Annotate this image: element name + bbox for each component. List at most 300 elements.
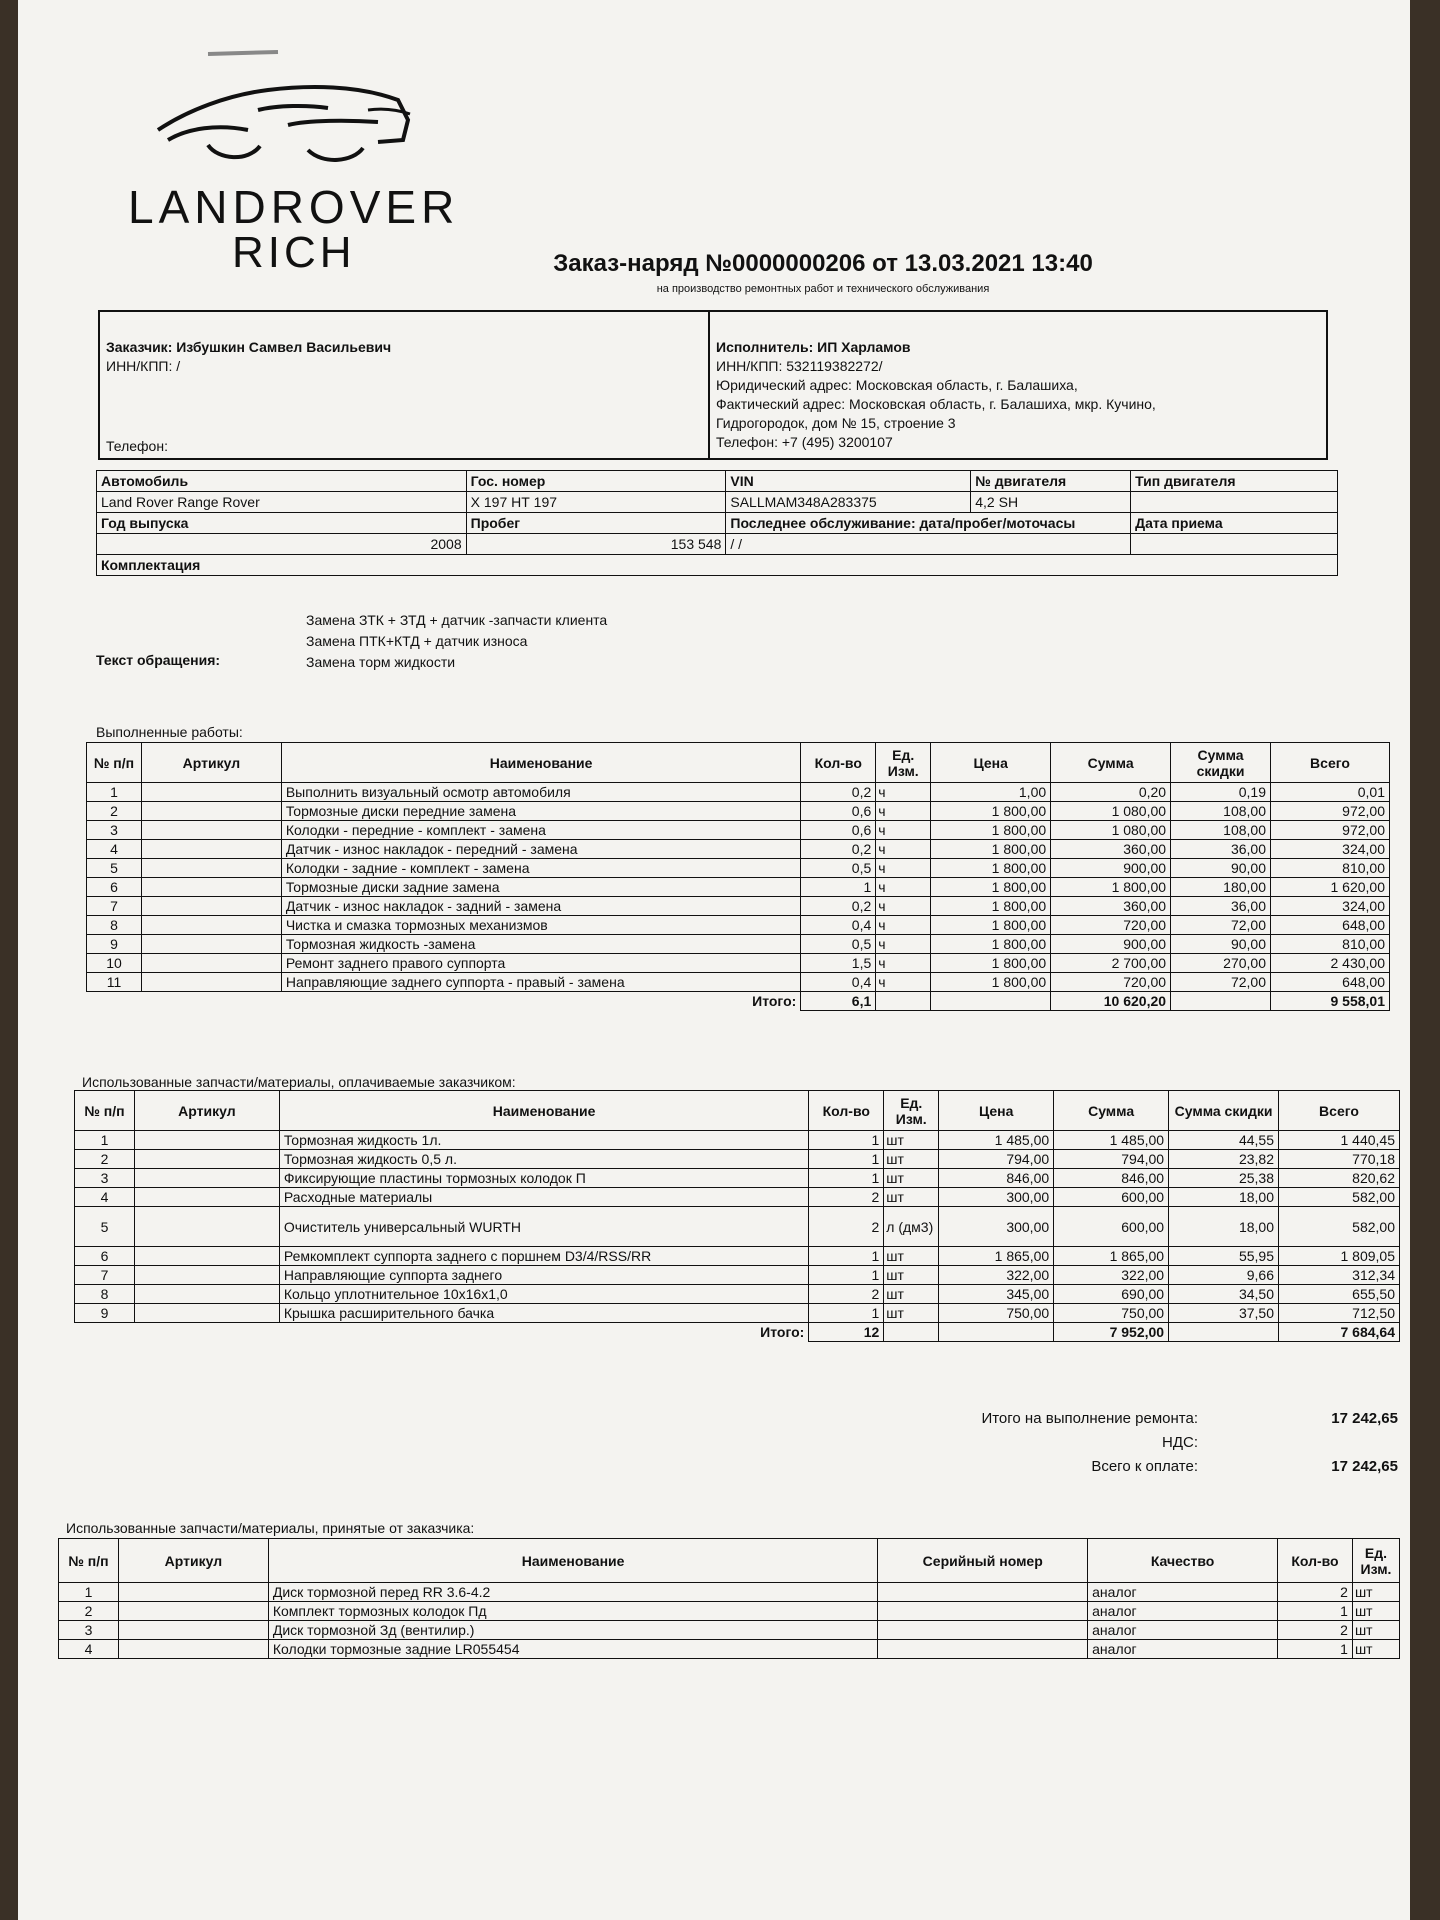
parts-row-article [134, 1207, 279, 1247]
vehicle-header-mileage: Пробег [466, 513, 726, 534]
parts-row-sum: 1 485,00 [1054, 1131, 1169, 1150]
works-row-sum: 900,00 [1051, 859, 1171, 878]
parts-row-qty: 1 [809, 1247, 884, 1266]
parts-row-no: 2 [75, 1150, 135, 1169]
works-col-unit: Ед. Изм. [876, 743, 931, 783]
client-parts-row [59, 1640, 1400, 1659]
works-row-total: 2 430,00 [1271, 954, 1390, 973]
vehicle-table [96, 470, 1338, 576]
vehicle-vin: SALLMAM348A283375 [726, 492, 971, 513]
parts-row-discount: 18,00 [1169, 1207, 1279, 1247]
works-row-article [141, 783, 281, 802]
vehicle-last-service: / / [726, 534, 1131, 555]
vehicle-engine-type [1131, 492, 1338, 513]
works-row-price: 1,00 [931, 783, 1051, 802]
works-row-name: Датчик - износ накладок - задний - замена [281, 897, 800, 916]
contractor-inn: ИНН/КПП: 532119382272/ [716, 358, 883, 374]
parts-col-discount: Сумма скидки [1169, 1091, 1279, 1131]
works-row-total: 972,00 [1271, 821, 1390, 840]
works-row-discount: 90,00 [1171, 935, 1271, 954]
client-row-quality: аналог [1088, 1583, 1278, 1602]
client-row-qty: 2 [1278, 1621, 1353, 1640]
works-total-blank [876, 992, 931, 1011]
client-parts-section-title: Использованные запчасти/материалы, принятые от заказчика: [66, 1520, 475, 1536]
works-row-unit: ч [876, 840, 931, 859]
works-col-name: Наименование [281, 743, 800, 783]
works-row-unit: ч [876, 878, 931, 897]
works-row-name: Направляющие заднего суппорта - правый - замена [281, 973, 800, 992]
parts-row-article [134, 1131, 279, 1150]
works-row [87, 916, 1390, 935]
parts-row-qty: 2 [809, 1285, 884, 1304]
parts-row-unit: шт [884, 1131, 939, 1150]
parts-row-unit: шт [884, 1169, 939, 1188]
parts-row-sum: 322,00 [1054, 1266, 1169, 1285]
works-row-qty: 1,5 [801, 954, 876, 973]
parts-col-qty: Кол-во [809, 1091, 884, 1131]
contractor-actual-address-2: Гидрогородок, дом № 15, строение 3 [716, 415, 956, 431]
works-row-article [141, 859, 281, 878]
works-row-name: Колодки - задние - комплект - замена [281, 859, 800, 878]
works-row-no: 7 [87, 897, 142, 916]
vehicle-accept-date [1131, 534, 1338, 555]
works-col-discount: Сумма скидки [1171, 743, 1271, 783]
works-row-name: Ремонт заднего правого суппорта [281, 954, 800, 973]
client-row-article [118, 1640, 268, 1659]
works-row-total: 810,00 [1271, 935, 1390, 954]
vehicle-header-engine-type: Тип двигателя [1131, 471, 1338, 492]
client-parts-table [58, 1538, 1400, 1659]
parts-row-no: 4 [75, 1188, 135, 1207]
client-row-serial [878, 1640, 1088, 1659]
works-row-unit: ч [876, 897, 931, 916]
client-row-no: 4 [59, 1640, 119, 1659]
works-row-price: 1 800,00 [931, 859, 1051, 878]
parts-row [75, 1304, 1400, 1323]
client-parts-row [59, 1602, 1400, 1621]
works-row-no: 10 [87, 954, 142, 973]
request-label: Текст обращения: [96, 652, 221, 668]
works-section-title: Выполненные работы: [96, 724, 243, 740]
parts-row-name: Фиксирующие пластины тормозных колодок П [279, 1169, 808, 1188]
works-row-sum: 900,00 [1051, 935, 1171, 954]
contractor-legal-address: Юридический адрес: Московская область, г. Балашиха, [716, 377, 1078, 393]
client-col-quality: Качество [1088, 1539, 1278, 1583]
parts-row-discount: 25,38 [1169, 1169, 1279, 1188]
parts-row-discount: 55,95 [1169, 1247, 1279, 1266]
works-row-discount: 108,00 [1171, 821, 1271, 840]
parts-row-unit: шт [884, 1150, 939, 1169]
works-total-total: 9 558,01 [1271, 992, 1390, 1011]
parts-row-qty: 1 [809, 1150, 884, 1169]
client-row-unit: шт [1352, 1602, 1399, 1621]
parts-row-total: 1 440,45 [1279, 1131, 1400, 1150]
parts-row-qty: 1 [809, 1169, 884, 1188]
client-col-unit: Ед. Изм. [1352, 1539, 1399, 1583]
document-title: Заказ-наряд №0000000206 от 13.03.2021 13:40 [553, 250, 1093, 277]
parts-row-name: Кольцо уплотнительное 10x16x1,0 [279, 1285, 808, 1304]
parts-row-qty: 1 [809, 1304, 884, 1323]
contractor-phone: Телефон: +7 (495) 3200107 [716, 434, 893, 450]
parts-row-name: Тормозная жидкость 1л. [279, 1131, 808, 1150]
parts-row-price: 322,00 [939, 1266, 1054, 1285]
works-row-sum: 2 700,00 [1051, 954, 1171, 973]
works-row-qty: 0,6 [801, 802, 876, 821]
works-row-discount: 0,19 [1171, 783, 1271, 802]
parts-row-sum: 690,00 [1054, 1285, 1169, 1304]
parts-total-blank [1169, 1323, 1279, 1342]
works-row-no: 4 [87, 840, 142, 859]
works-row-no: 6 [87, 878, 142, 897]
parts-col-sum: Сумма [1054, 1091, 1169, 1131]
works-row-total: 0,01 [1271, 783, 1390, 802]
parts-row-sum: 750,00 [1054, 1304, 1169, 1323]
parts-row [75, 1150, 1400, 1169]
works-row-article [141, 802, 281, 821]
parts-col-unit: Ед. Изм. [884, 1091, 939, 1131]
works-col-price: Цена [931, 743, 1051, 783]
works-row-unit: ч [876, 954, 931, 973]
parts-row-price: 345,00 [939, 1285, 1054, 1304]
works-row-qty: 0,4 [801, 973, 876, 992]
document-page [18, 0, 1410, 1920]
document-subtitle: на производство ремонтных работ и технического обслуживания [656, 283, 990, 295]
parts-col-no: № п/п [75, 1091, 135, 1131]
parts-row-qty: 1 [809, 1131, 884, 1150]
client-parts-row [59, 1583, 1400, 1602]
parts-row-discount: 37,50 [1169, 1304, 1279, 1323]
customer-name: Заказчик: Избушкин Самвел Васильевич [106, 339, 392, 355]
vehicle-header-accept-date: Дата приема [1131, 513, 1338, 534]
client-row-no: 1 [59, 1583, 119, 1602]
request-line: Замена ПТК+КТД + датчик износа [306, 633, 528, 649]
works-row-name: Тормозные диски задние замена [281, 878, 800, 897]
works-row [87, 859, 1390, 878]
client-row-no: 2 [59, 1602, 119, 1621]
client-row-unit: шт [1352, 1621, 1399, 1640]
client-row-serial [878, 1583, 1088, 1602]
parts-row-price: 794,00 [939, 1150, 1054, 1169]
parts-row-sum: 600,00 [1054, 1188, 1169, 1207]
works-row-discount: 180,00 [1171, 878, 1271, 897]
parts-row-unit: шт [884, 1188, 939, 1207]
works-row [87, 821, 1390, 840]
works-row [87, 897, 1390, 916]
request-line: Замена торм жидкости [306, 654, 456, 670]
customer-phone: Телефон: [106, 438, 168, 454]
pay-total-label: Всего к оплате: [1091, 1458, 1198, 1475]
parts-row-price: 846,00 [939, 1169, 1054, 1188]
client-row-article [118, 1583, 268, 1602]
parts-col-name: Наименование [279, 1091, 808, 1131]
parts-row [75, 1285, 1400, 1304]
parts-row-discount: 18,00 [1169, 1188, 1279, 1207]
works-row-qty: 0,5 [801, 859, 876, 878]
works-row-no: 8 [87, 916, 142, 935]
request-line: Замена ЗТК + ЗТД + датчик -запчасти клиента [306, 612, 608, 628]
client-row-no: 3 [59, 1621, 119, 1640]
works-row-total: 648,00 [1271, 973, 1390, 992]
works-row-qty: 1 [801, 878, 876, 897]
works-row-discount: 72,00 [1171, 916, 1271, 935]
vehicle-header-year: Год выпуска [97, 513, 467, 534]
client-row-qty: 2 [1278, 1583, 1353, 1602]
client-row-unit: шт [1352, 1640, 1399, 1659]
parts-total-qty: 12 [809, 1323, 884, 1342]
works-row [87, 954, 1390, 973]
works-row-discount: 108,00 [1171, 802, 1271, 821]
vehicle-header-vin: VIN [726, 471, 971, 492]
parts-row-article [134, 1150, 279, 1169]
company-logo [128, 40, 518, 280]
parts-row-price: 1 865,00 [939, 1247, 1054, 1266]
works-row-unit: ч [876, 859, 931, 878]
works-col-article: Артикул [141, 743, 281, 783]
parts-row-no: 8 [75, 1285, 135, 1304]
works-row-discount: 36,00 [1171, 840, 1271, 859]
contractor-actual-address: Фактический адрес: Московская область, г. Балашиха, мкр. Кучино, [716, 396, 1156, 412]
parts-row-sum: 846,00 [1054, 1169, 1169, 1188]
vehicle-header-engine-no: № двигателя [971, 471, 1131, 492]
vehicle-header-last-service: Последнее обслуживание: дата/пробег/моточасы [726, 513, 1131, 534]
parts-row-price: 300,00 [939, 1188, 1054, 1207]
works-row [87, 783, 1390, 802]
works-total-blank [931, 992, 1051, 1011]
parts-section-title: Использованные запчасти/материалы, оплачиваемые заказчиком: [82, 1074, 516, 1090]
parts-row [75, 1207, 1400, 1247]
parts-row-total: 712,50 [1279, 1304, 1400, 1323]
works-row-price: 1 800,00 [931, 802, 1051, 821]
works-row-no: 9 [87, 935, 142, 954]
works-row-unit: ч [876, 783, 931, 802]
client-row-serial [878, 1621, 1088, 1640]
parts-row-article [134, 1169, 279, 1188]
parts-row [75, 1131, 1400, 1150]
works-row-price: 1 800,00 [931, 840, 1051, 859]
parts-row-total: 770,18 [1279, 1150, 1400, 1169]
works-row-sum: 1 080,00 [1051, 821, 1171, 840]
parts-row-article [134, 1247, 279, 1266]
repair-total-value: 17 242,65 [1331, 1410, 1398, 1427]
works-row-name: Датчик - износ накладок - передний - замена [281, 840, 800, 859]
parts-row-discount: 34,50 [1169, 1285, 1279, 1304]
works-row-price: 1 800,00 [931, 821, 1051, 840]
parts-row-no: 5 [75, 1207, 135, 1247]
works-row-article [141, 878, 281, 897]
works-row-unit: ч [876, 935, 931, 954]
works-row-name: Чистка и смазка тормозных механизмов [281, 916, 800, 935]
parts-row-qty: 2 [809, 1188, 884, 1207]
works-total-label: Итого: [752, 993, 797, 1010]
works-row-sum: 720,00 [1051, 973, 1171, 992]
works-row-sum: 1 800,00 [1051, 878, 1171, 897]
parts-row-discount: 44,55 [1169, 1131, 1279, 1150]
works-row-qty: 0,2 [801, 783, 876, 802]
parties-box [98, 310, 1328, 460]
parts-row-qty: 2 [809, 1207, 884, 1247]
works-row-discount: 270,00 [1171, 954, 1271, 973]
works-row-sum: 360,00 [1051, 897, 1171, 916]
works-row-qty: 0,5 [801, 935, 876, 954]
parts-row-discount: 9,66 [1169, 1266, 1279, 1285]
works-row-name: Выполнить визуальный осмотр автомобиля [281, 783, 800, 802]
parts-row-name: Тормозная жидкость 0,5 л. [279, 1150, 808, 1169]
parts-row-total: 655,50 [1279, 1285, 1400, 1304]
works-row-price: 1 800,00 [931, 954, 1051, 973]
works-row-total: 324,00 [1271, 897, 1390, 916]
client-row-name: Диск тормозной перед RR 3.6-4.2 [268, 1583, 877, 1602]
parts-row-total: 312,34 [1279, 1266, 1400, 1285]
parts-row-total: 582,00 [1279, 1188, 1400, 1207]
vehicle-year: 2008 [97, 534, 467, 555]
works-row-sum: 720,00 [1051, 916, 1171, 935]
works-row-article [141, 935, 281, 954]
repair-total-label: Итого на выполнение ремонта: [981, 1410, 1198, 1427]
works-row-discount: 36,00 [1171, 897, 1271, 916]
works-row-no: 3 [87, 821, 142, 840]
parts-row-sum: 794,00 [1054, 1150, 1169, 1169]
works-row-article [141, 916, 281, 935]
parts-row-no: 7 [75, 1266, 135, 1285]
works-row-article [141, 973, 281, 992]
client-col-name: Наименование [268, 1539, 877, 1583]
vehicle-mileage: 153 548 [466, 534, 726, 555]
works-row-qty: 0,2 [801, 897, 876, 916]
works-row-price: 1 800,00 [931, 973, 1051, 992]
client-row-quality: аналог [1088, 1602, 1278, 1621]
vehicle-model: Land Rover Range Rover [97, 492, 467, 513]
client-col-serial: Серийный номер [878, 1539, 1088, 1583]
parts-row-price: 300,00 [939, 1207, 1054, 1247]
pay-total-value: 17 242,65 [1331, 1458, 1398, 1475]
client-row-name: Диск тормозной Зд (вентилир.) [268, 1621, 877, 1640]
client-row-name: Колодки тормозные задние LR055454 [268, 1640, 877, 1659]
works-row-unit: ч [876, 802, 931, 821]
parts-row-qty: 1 [809, 1266, 884, 1285]
parts-row-name: Направляющие суппорта заднего [279, 1266, 808, 1285]
car-silhouette-icon [148, 50, 438, 170]
works-row-price: 1 800,00 [931, 897, 1051, 916]
works-row-total: 1 620,00 [1271, 878, 1390, 897]
parts-row-name: Расходные материалы [279, 1188, 808, 1207]
parts-table [74, 1090, 1400, 1342]
works-row [87, 973, 1390, 992]
works-col-sum: Сумма [1051, 743, 1171, 783]
parts-row-discount: 23,82 [1169, 1150, 1279, 1169]
works-row-total: 648,00 [1271, 916, 1390, 935]
client-col-article: Артикул [118, 1539, 268, 1583]
client-row-qty: 1 [1278, 1602, 1353, 1621]
vehicle-header-equipment: Комплектация [97, 555, 1338, 576]
works-row-no: 2 [87, 802, 142, 821]
parts-col-article: Артикул [134, 1091, 279, 1131]
parts-row-price: 1 485,00 [939, 1131, 1054, 1150]
works-row-article [141, 840, 281, 859]
works-row-unit: ч [876, 821, 931, 840]
parts-row-article [134, 1188, 279, 1207]
works-row-qty: 0,2 [801, 840, 876, 859]
parts-row-total: 1 809,05 [1279, 1247, 1400, 1266]
works-total-qty: 6,1 [801, 992, 876, 1011]
parts-row-unit: шт [884, 1266, 939, 1285]
parts-total-label: Итого: [760, 1324, 805, 1341]
parts-row-unit: л (дм3) [884, 1207, 939, 1247]
parts-row-sum: 1 865,00 [1054, 1247, 1169, 1266]
client-row-qty: 1 [1278, 1640, 1353, 1659]
client-col-no: № п/п [59, 1539, 119, 1583]
parts-row-name: Очиститель универсальный WURTH [279, 1207, 808, 1247]
payment-summary [798, 1410, 1418, 1482]
works-row-qty: 0,4 [801, 916, 876, 935]
contractor-name: Исполнитель: ИП Харламов [716, 339, 911, 355]
parts-row-sum: 600,00 [1054, 1207, 1169, 1247]
works-row-discount: 72,00 [1171, 973, 1271, 992]
works-row-discount: 90,00 [1171, 859, 1271, 878]
works-table [86, 742, 1390, 1011]
works-row-unit: ч [876, 916, 931, 935]
parts-total-blank [884, 1323, 939, 1342]
request-lines [306, 610, 607, 673]
logo-text-line2: RICH [232, 228, 356, 277]
parts-row-no: 3 [75, 1169, 135, 1188]
works-row-price: 1 800,00 [931, 878, 1051, 897]
parts-row [75, 1169, 1400, 1188]
parts-row-name: Крышка расширительного бачка [279, 1304, 808, 1323]
customer-inn: ИНН/КПП: / [106, 358, 181, 374]
parts-total-total: 7 684,64 [1279, 1323, 1400, 1342]
works-row [87, 935, 1390, 954]
parts-row [75, 1188, 1400, 1207]
parts-total-sum: 7 952,00 [1054, 1323, 1169, 1342]
vehicle-engine-no: 4,2 SH [971, 492, 1131, 513]
client-row-quality: аналог [1088, 1640, 1278, 1659]
vat-label: НДС: [1162, 1434, 1198, 1451]
works-col-no: № п/п [87, 743, 142, 783]
client-row-article [118, 1602, 268, 1621]
works-row-total: 810,00 [1271, 859, 1390, 878]
vehicle-header-auto: Автомобиль [97, 471, 467, 492]
works-col-qty: Кол-во [801, 743, 876, 783]
parts-col-total: Всего [1279, 1091, 1400, 1131]
works-row-article [141, 821, 281, 840]
client-row-article [118, 1621, 268, 1640]
client-row-name: Комплект тормозных колодок Пд [268, 1602, 877, 1621]
vehicle-plate: Х 197 НТ 197 [466, 492, 726, 513]
works-row-sum: 1 080,00 [1051, 802, 1171, 821]
works-row-qty: 0,6 [801, 821, 876, 840]
works-row-no: 11 [87, 973, 142, 992]
works-row [87, 878, 1390, 897]
parts-row-no: 6 [75, 1247, 135, 1266]
parts-total-blank [939, 1323, 1054, 1342]
works-row-no: 1 [87, 783, 142, 802]
customer-block [100, 312, 710, 458]
works-row-article [141, 954, 281, 973]
client-row-unit: шт [1352, 1583, 1399, 1602]
client-col-qty: Кол-во [1278, 1539, 1353, 1583]
works-col-total: Всего [1271, 743, 1390, 783]
logo-text-line1: LANDROVER [128, 181, 460, 233]
works-total-blank [1171, 992, 1271, 1011]
works-row-article [141, 897, 281, 916]
parts-row-article [134, 1285, 279, 1304]
parts-row-no: 1 [75, 1131, 135, 1150]
works-row-price: 1 800,00 [931, 935, 1051, 954]
vehicle-header-plate: Гос. номер [466, 471, 726, 492]
parts-row-article [134, 1304, 279, 1323]
works-row-unit: ч [876, 973, 931, 992]
works-row [87, 802, 1390, 821]
